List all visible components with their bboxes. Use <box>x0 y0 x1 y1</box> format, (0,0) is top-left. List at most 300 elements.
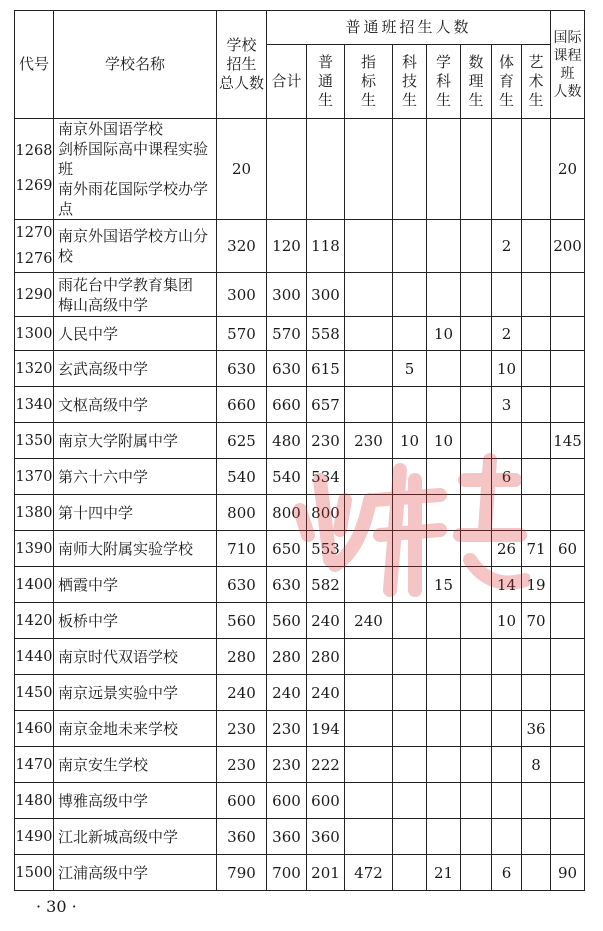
cell-intl: 90 <box>551 855 585 891</box>
cell-math-science <box>461 317 492 351</box>
cell-tech <box>393 531 427 567</box>
header-tech-char: 生 <box>401 91 417 109</box>
row-code-line: 1500 <box>15 864 53 881</box>
cell-tech <box>393 603 427 639</box>
header-arts <box>522 45 551 119</box>
cell-subject <box>427 119 461 220</box>
cell-quota <box>345 783 393 819</box>
cell-arts: 36 <box>522 711 551 747</box>
cell-math-science <box>461 273 492 317</box>
cell-sports: 10 <box>492 603 522 639</box>
table-row <box>15 495 585 531</box>
cell-sports <box>492 675 522 711</box>
cell-tech <box>393 747 427 783</box>
table-row <box>15 351 585 387</box>
school-name-line: 南京外国语学校方山分校 <box>58 227 209 265</box>
school-name-line: 江浦高级中学 <box>58 863 149 882</box>
cell-subtotal: 230 <box>267 747 307 783</box>
cell-arts <box>522 639 551 675</box>
cell-math-science <box>461 567 492 603</box>
cell-sports <box>492 423 522 459</box>
row-code <box>15 783 54 819</box>
cell-total: 630 <box>217 567 267 603</box>
cell-quota: 240 <box>345 603 393 639</box>
cell-general: 582 <box>307 567 345 603</box>
cell-math-science <box>461 495 492 531</box>
cell-intl <box>551 711 585 747</box>
cell-subtotal: 600 <box>267 783 307 819</box>
cell-subtotal: 240 <box>267 675 307 711</box>
school-name-line: 南京时代双语学校 <box>58 647 179 666</box>
cell-quota <box>345 711 393 747</box>
cell-general: 240 <box>307 603 345 639</box>
table-row <box>15 711 585 747</box>
cell-subtotal: 570 <box>267 317 307 351</box>
row-code-line: 1390 <box>15 540 53 557</box>
cell-tech <box>393 459 427 495</box>
school-name <box>54 567 217 603</box>
row-code <box>15 459 54 495</box>
cell-quota <box>345 459 393 495</box>
cell-arts <box>522 273 551 317</box>
cell-total: 560 <box>217 603 267 639</box>
school-name-line: 第十四中学 <box>58 503 134 522</box>
cell-subject <box>427 819 461 855</box>
cell-total: 20 <box>217 119 267 220</box>
header-subject-char: 科 <box>435 72 451 90</box>
cell-subtotal: 300 <box>267 273 307 317</box>
cell-subject <box>427 783 461 819</box>
school-name-line: 梅山高级中学 <box>58 295 149 314</box>
cell-arts: 19 <box>522 567 551 603</box>
cell-math-science <box>461 119 492 220</box>
header-total-line: 总人数 <box>218 74 264 92</box>
school-name <box>54 119 217 220</box>
cell-tech <box>393 567 427 603</box>
cell-intl <box>551 783 585 819</box>
header-general <box>307 45 345 119</box>
cell-total: 570 <box>217 317 267 351</box>
cell-quota <box>345 639 393 675</box>
cell-general: 118 <box>307 220 345 273</box>
cell-sports <box>492 119 522 220</box>
cell-total: 230 <box>217 711 267 747</box>
cell-subject <box>427 387 461 423</box>
cell-general <box>307 119 345 220</box>
row-code-line: 1460 <box>15 720 53 737</box>
cell-general: 657 <box>307 387 345 423</box>
cell-sports: 10 <box>492 351 522 387</box>
cell-arts <box>522 675 551 711</box>
cell-sports: 2 <box>492 220 522 273</box>
table-row <box>15 119 585 220</box>
cell-quota <box>345 220 393 273</box>
cell-tech <box>393 783 427 819</box>
table-body <box>15 119 585 891</box>
cell-intl: 60 <box>551 531 585 567</box>
row-code-line: 1440 <box>15 648 53 665</box>
cell-tech <box>393 711 427 747</box>
cell-sports: 14 <box>492 567 522 603</box>
school-name <box>54 273 217 317</box>
row-code <box>15 317 54 351</box>
cell-quota <box>345 387 393 423</box>
cell-subtotal: 630 <box>267 351 307 387</box>
cell-general: 800 <box>307 495 345 531</box>
header-tech-char: 科 <box>401 53 417 71</box>
school-name <box>54 711 217 747</box>
cell-intl <box>551 639 585 675</box>
header-code: 代号 <box>15 11 54 119</box>
school-name <box>54 459 217 495</box>
header-sports-char: 生 <box>498 91 514 109</box>
cell-general: 553 <box>307 531 345 567</box>
header-math-science-char: 理 <box>468 72 484 90</box>
cell-sports: 26 <box>492 531 522 567</box>
cell-math-science <box>461 819 492 855</box>
row-code-line: 1370 <box>15 468 53 485</box>
cell-math-science <box>461 423 492 459</box>
header-subtotal: 合计 <box>267 45 307 119</box>
cell-quota <box>345 819 393 855</box>
header-sports-char: 育 <box>498 72 514 90</box>
row-code <box>15 639 54 675</box>
cell-total: 625 <box>217 423 267 459</box>
cell-general: 360 <box>307 819 345 855</box>
cell-intl <box>551 675 585 711</box>
cell-general: 615 <box>307 351 345 387</box>
cell-subject <box>427 273 461 317</box>
header-quota-char: 生 <box>360 91 376 109</box>
cell-intl <box>551 387 585 423</box>
cell-intl <box>551 567 585 603</box>
row-code <box>15 119 54 220</box>
cell-subtotal: 650 <box>267 531 307 567</box>
cell-tech <box>393 819 427 855</box>
school-name-line: 文枢高级中学 <box>58 395 149 414</box>
cell-general: 300 <box>307 273 345 317</box>
cell-math-science <box>461 855 492 891</box>
cell-subtotal: 280 <box>267 639 307 675</box>
row-code-line: 1270 <box>15 225 53 241</box>
header-subject-char: 学 <box>435 53 451 71</box>
cell-subject <box>427 220 461 273</box>
header-subject <box>427 45 461 119</box>
cell-intl <box>551 459 585 495</box>
cell-quota <box>345 119 393 220</box>
school-name-line: 第六十六中学 <box>58 467 149 486</box>
header-subject-char: 生 <box>435 91 451 109</box>
row-code-line: 1450 <box>15 684 53 701</box>
school-name-line: 玄武高级中学 <box>58 359 149 378</box>
cell-arts: 71 <box>522 531 551 567</box>
table-row <box>15 317 585 351</box>
cell-quota <box>345 531 393 567</box>
header-tech-char: 技 <box>401 72 417 90</box>
school-name <box>54 351 217 387</box>
header-sports <box>492 45 522 119</box>
cell-total: 320 <box>217 220 267 273</box>
row-code <box>15 567 54 603</box>
cell-intl <box>551 819 585 855</box>
cell-arts <box>522 459 551 495</box>
cell-intl: 200 <box>551 220 585 273</box>
school-name-line: 博雅高级中学 <box>58 791 149 810</box>
row-code <box>15 855 54 891</box>
cell-tech <box>393 675 427 711</box>
table-row <box>15 783 585 819</box>
header-math-science <box>461 45 492 119</box>
header-intl-line: 班 <box>560 65 575 82</box>
header-math-science-char: 数 <box>468 53 484 71</box>
row-code <box>15 351 54 387</box>
cell-general: 600 <box>307 783 345 819</box>
school-name <box>54 317 217 351</box>
header-arts-char: 艺 <box>528 53 544 71</box>
row-code <box>15 273 54 317</box>
cell-sports: 6 <box>492 459 522 495</box>
cell-math-science <box>461 351 492 387</box>
cell-tech: 10 <box>393 423 427 459</box>
cell-subject: 10 <box>427 423 461 459</box>
cell-sports: 3 <box>492 387 522 423</box>
cell-math-science <box>461 639 492 675</box>
cell-general: 230 <box>307 423 345 459</box>
row-code-line: 1350 <box>15 432 53 449</box>
row-code-line: 1480 <box>15 792 53 809</box>
enrollment-table <box>14 10 585 891</box>
cell-subtotal <box>267 119 307 220</box>
cell-math-science <box>461 387 492 423</box>
row-code-line: 1340 <box>15 396 53 413</box>
header-arts-char: 术 <box>528 72 544 90</box>
cell-intl <box>551 273 585 317</box>
cell-quota: 230 <box>345 423 393 459</box>
table-row <box>15 603 585 639</box>
cell-sports <box>492 711 522 747</box>
school-name <box>54 531 217 567</box>
cell-intl <box>551 747 585 783</box>
header-total-line: 招生 <box>226 55 257 73</box>
cell-subtotal: 700 <box>267 855 307 891</box>
cell-subject <box>427 675 461 711</box>
cell-arts: 70 <box>522 603 551 639</box>
cell-total: 790 <box>217 855 267 891</box>
cell-quota <box>345 317 393 351</box>
cell-intl: 145 <box>551 423 585 459</box>
cell-subtotal: 230 <box>267 711 307 747</box>
cell-subject <box>427 459 461 495</box>
row-code-line: 1400 <box>15 576 53 593</box>
row-code <box>15 675 54 711</box>
cell-subtotal: 630 <box>267 567 307 603</box>
cell-math-science <box>461 220 492 273</box>
cell-arts <box>522 387 551 423</box>
cell-intl: 20 <box>551 119 585 220</box>
cell-arts <box>522 423 551 459</box>
cell-quota <box>345 567 393 603</box>
cell-total: 660 <box>217 387 267 423</box>
row-code <box>15 603 54 639</box>
cell-subject <box>427 603 461 639</box>
cell-tech: 5 <box>393 351 427 387</box>
header-arts-char: 生 <box>528 91 544 109</box>
cell-general: 222 <box>307 747 345 783</box>
school-name <box>54 639 217 675</box>
school-name-line: 南京外国语学校 <box>58 120 164 138</box>
cell-math-science <box>461 531 492 567</box>
school-name <box>54 675 217 711</box>
header-general-char: 普 <box>317 53 333 71</box>
cell-quota <box>345 675 393 711</box>
cell-math-science <box>461 603 492 639</box>
cell-intl <box>551 603 585 639</box>
cell-total: 800 <box>217 495 267 531</box>
row-code <box>15 220 54 273</box>
table-row <box>15 855 585 891</box>
header-total-line: 学校 <box>226 36 257 54</box>
row-code <box>15 387 54 423</box>
row-code <box>15 747 54 783</box>
cell-tech <box>393 317 427 351</box>
header-general-group: 普通班招生人数 <box>267 11 551 45</box>
cell-subject: 10 <box>427 317 461 351</box>
cell-subtotal: 660 <box>267 387 307 423</box>
school-name <box>54 603 217 639</box>
cell-total: 280 <box>217 639 267 675</box>
cell-quota: 472 <box>345 855 393 891</box>
school-name <box>54 855 217 891</box>
row-code-line: 1300 <box>15 325 53 342</box>
row-code <box>15 819 54 855</box>
school-name-line: 南师大附属实验学校 <box>58 539 194 558</box>
cell-arts <box>522 220 551 273</box>
school-name-line: 江北新城高级中学 <box>58 827 179 846</box>
cell-tech <box>393 639 427 675</box>
cell-arts <box>522 351 551 387</box>
cell-quota <box>345 273 393 317</box>
cell-tech <box>393 273 427 317</box>
school-name-line: 南京大学附属中学 <box>58 431 179 450</box>
header-tech <box>393 45 427 119</box>
cell-math-science <box>461 783 492 819</box>
cell-general: 534 <box>307 459 345 495</box>
cell-subtotal: 480 <box>267 423 307 459</box>
cell-quota <box>345 351 393 387</box>
cell-subtotal: 360 <box>267 819 307 855</box>
cell-subject <box>427 495 461 531</box>
cell-sports <box>492 273 522 317</box>
cell-sports: 6 <box>492 855 522 891</box>
table-row <box>15 747 585 783</box>
cell-arts <box>522 495 551 531</box>
cell-subject: 21 <box>427 855 461 891</box>
school-name-line: 板桥中学 <box>58 611 119 630</box>
school-name-line: 南京安生学校 <box>58 755 149 774</box>
cell-sports: 2 <box>492 317 522 351</box>
cell-total: 240 <box>217 675 267 711</box>
cell-subject <box>427 747 461 783</box>
school-name <box>54 387 217 423</box>
cell-total: 230 <box>217 747 267 783</box>
cell-total: 540 <box>217 459 267 495</box>
header-intl-line: 国际 <box>553 29 582 46</box>
table-row <box>15 675 585 711</box>
cell-subject <box>427 711 461 747</box>
school-name <box>54 819 217 855</box>
cell-general: 201 <box>307 855 345 891</box>
cell-sports <box>492 747 522 783</box>
cell-arts: 8 <box>522 747 551 783</box>
cell-subtotal: 120 <box>267 220 307 273</box>
school-name-line: 人民中学 <box>58 324 119 343</box>
header-quota <box>345 45 393 119</box>
cell-subject: 15 <box>427 567 461 603</box>
row-code-line: 1470 <box>15 756 53 773</box>
cell-subtotal: 540 <box>267 459 307 495</box>
school-name-line: 南京远景实验中学 <box>58 683 179 702</box>
school-name <box>54 423 217 459</box>
cell-total: 600 <box>217 783 267 819</box>
cell-general: 280 <box>307 639 345 675</box>
row-code-line: 1276 <box>15 251 53 267</box>
school-name-line: 南外雨花国际学校办学点 <box>58 180 209 218</box>
school-name-line: 剑桥国际高中课程实验班 <box>58 140 209 178</box>
row-code <box>15 531 54 567</box>
cell-subject <box>427 351 461 387</box>
cell-subject <box>427 639 461 675</box>
table-row <box>15 819 585 855</box>
header-general-char: 生 <box>317 91 333 109</box>
row-code-line: 1380 <box>15 504 53 521</box>
row-code <box>15 423 54 459</box>
table-row <box>15 220 585 273</box>
page-number: · 30 · <box>36 897 77 916</box>
cell-total: 300 <box>217 273 267 317</box>
cell-sports <box>492 639 522 675</box>
school-name <box>54 783 217 819</box>
cell-sports <box>492 495 522 531</box>
cell-subtotal: 800 <box>267 495 307 531</box>
cell-tech <box>393 495 427 531</box>
cell-tech <box>393 855 427 891</box>
school-name-line: 南京金地未来学校 <box>58 719 179 738</box>
header-math-science-char: 生 <box>468 91 484 109</box>
school-name <box>54 495 217 531</box>
cell-general: 240 <box>307 675 345 711</box>
cell-subtotal: 560 <box>267 603 307 639</box>
school-name-line: 雨花台中学教育集团 <box>58 275 194 294</box>
table-row <box>15 423 585 459</box>
cell-intl <box>551 317 585 351</box>
header-intl-line: 人数 <box>553 83 582 100</box>
table-row <box>15 459 585 495</box>
cell-arts <box>522 819 551 855</box>
cell-tech <box>393 387 427 423</box>
cell-tech <box>393 119 427 220</box>
header-intl-line: 课程 <box>553 47 582 64</box>
row-code-line: 1320 <box>15 360 53 377</box>
cell-tech <box>393 220 427 273</box>
school-name <box>54 747 217 783</box>
table-row <box>15 273 585 317</box>
row-code-line: 1269 <box>15 178 53 194</box>
cell-general: 194 <box>307 711 345 747</box>
cell-sports <box>492 783 522 819</box>
header-quota-char: 标 <box>360 72 376 90</box>
row-code <box>15 711 54 747</box>
table-row <box>15 531 585 567</box>
